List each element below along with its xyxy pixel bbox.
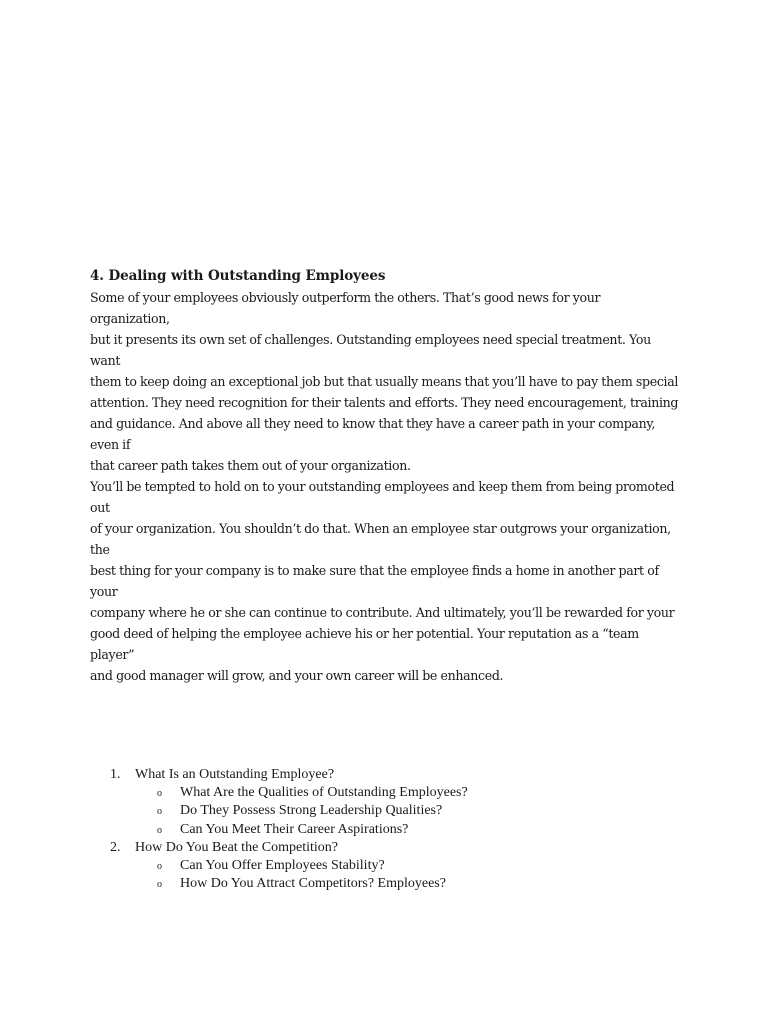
outline-subitem	[110, 784, 610, 803]
outline-subitem-text: What Are the Qualities of Outstanding Employees?	[180, 784, 468, 800]
body-line: good deed of helping the employee achieve his or her potential. Your reputation as a “team player”	[90, 626, 639, 662]
outline-subitem-text: Do They Possess Strong Leadership Qualities?	[180, 803, 443, 818]
outline-item	[110, 766, 610, 784]
article-section	[90, 266, 680, 686]
outline-number: 2.	[110, 840, 121, 855]
outline-subitem	[110, 821, 610, 840]
outline-subitem-text: How Do You Attract Competitors? Employees?	[180, 876, 446, 891]
body-line: but it presents its own set of challenges. Outstanding employees need special treatment. You want	[90, 332, 651, 368]
body-line: and good manager will grow, and your own career will be enhanced.	[90, 668, 504, 683]
outline-subitem-text: Can You Offer Employees Stability?	[180, 857, 385, 873]
body-line: company where he or she can continue to contribute. And ultimately, you’ll be rewarded for your	[90, 605, 675, 620]
body-line: best thing for your company is to make sure that the employee finds a home in another part of your	[90, 563, 659, 599]
outline-subitem	[110, 857, 610, 876]
outline-item-text: What Is an Outstanding Employee?	[135, 767, 335, 782]
body-line: attention. They need recognition for their talents and efforts. They need encouragement, training	[90, 395, 679, 410]
circle-bullet-icon: o	[157, 824, 162, 836]
body-line: them to keep doing an exceptional job but that usually means that you’ll have to pay them special	[90, 374, 679, 389]
body-line: of your organization. You shouldn’t do that. When an employee star outgrows your organization, the	[90, 521, 671, 557]
body-line: that career path takes them out of your organization.	[90, 458, 411, 473]
circle-bullet-icon: o	[157, 787, 162, 799]
circle-bullet-icon: o	[157, 806, 162, 817]
outline-item-text: How Do You Beat the Competition?	[135, 840, 338, 855]
outline-subitem	[110, 875, 610, 894]
circle-bullet-icon: o	[157, 879, 162, 890]
outline-number: 1.	[110, 767, 121, 782]
body-line: You’ll be tempted to hold on to your outstanding employees and keep them from being promoted out	[90, 479, 675, 515]
outline-item	[110, 839, 610, 857]
outline-subitem-text: Can You Meet Their Career Aspirations?	[180, 821, 409, 837]
question-outline	[110, 766, 610, 894]
section-heading: 4. Dealing with Outstanding Employees	[90, 268, 386, 284]
circle-bullet-icon: o	[157, 860, 162, 872]
body-line: Some of your employees obviously outperform the others. That’s good news for your organization,	[90, 290, 601, 326]
outline-subitem	[110, 802, 610, 821]
body-line: and guidance. And above all they need to know that they have a career path in your company, even if	[90, 416, 656, 452]
